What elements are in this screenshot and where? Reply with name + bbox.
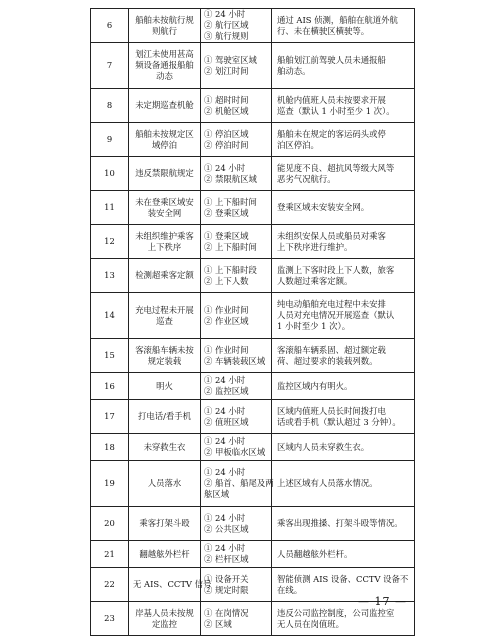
description-line: 区域内人员未穿救生衣。 <box>277 441 370 452</box>
description-cell <box>272 434 415 461</box>
table-body <box>91 9 415 636</box>
description-cell <box>272 507 415 541</box>
description-line: 违反公司监控制度，公司监控室 <box>277 607 395 618</box>
table-row <box>91 191 415 225</box>
description-cell <box>272 9 415 43</box>
condition-item: ① 24 小时 <box>204 9 246 19</box>
row-number: 18 <box>91 434 129 461</box>
condition-item: ① 驾驶室区域 <box>204 54 257 65</box>
description-cell <box>272 400 415 434</box>
table-row <box>91 507 415 541</box>
description-line: 1 小时至少 1 次）。 <box>277 321 351 331</box>
description-cell <box>272 225 415 259</box>
condition-item: ② 车辆装载区域 <box>204 355 266 366</box>
table-row <box>91 123 415 157</box>
description-line: 船舶未在规定的客运码头或停 <box>277 128 386 139</box>
violation-name-line: 船舶未按航行规 <box>135 14 194 25</box>
condition-item: ② 机舱区域 <box>204 105 249 116</box>
condition-cell <box>201 293 272 339</box>
violation-name-cell <box>129 9 201 43</box>
violation-name-line: 定监控 <box>151 618 178 629</box>
description-line: 泊区停泊。 <box>277 139 319 150</box>
description-line: 上下秩序进行维护。 <box>277 241 353 252</box>
condition-item: ② 禁限航区域 <box>204 173 257 184</box>
condition-item: ① 停泊区域 <box>204 128 249 139</box>
condition-item: ② 上下船时间 <box>204 241 257 252</box>
row-number: 10 <box>91 157 129 191</box>
condition-cell <box>201 507 272 541</box>
description-line: 登乘区域未安装安全网。 <box>277 202 370 212</box>
row-number: 20 <box>91 507 129 541</box>
row-number: 11 <box>91 191 129 225</box>
table-row <box>91 43 415 89</box>
page-number: — 17 — <box>358 595 407 608</box>
description-line: 乘客出现推搡、打架斗殴等情况。 <box>277 518 403 528</box>
table-row <box>91 461 415 507</box>
row-number: 14 <box>91 293 129 339</box>
condition-item: ① 24 小时 <box>204 375 246 385</box>
violation-name-line: 明火 <box>156 380 173 391</box>
description-line: 机舱内值班人员未按要求开展 <box>277 94 386 105</box>
violation-name-cell <box>129 568 212 602</box>
condition-item: ② 甲板临水区域 <box>204 447 266 457</box>
description-line: 巡查（默认 1 小时至少 1 次）。 <box>277 105 395 116</box>
description-line: 上述区域有人员落水情况。 <box>277 478 378 488</box>
condition-cell <box>201 259 272 293</box>
description-line: 人员对充电情况开展巡查（默认 <box>277 310 395 320</box>
condition-cell <box>201 434 272 461</box>
condition-item: ② 登乘区域 <box>204 207 249 218</box>
row-number: 6 <box>91 9 129 43</box>
violation-name-cell <box>129 400 201 434</box>
violation-name-cell <box>129 191 201 225</box>
violation-name-line: 巡查 <box>156 315 173 326</box>
description-line: 恶劣气况航行。 <box>277 173 336 184</box>
violation-name-line: 乘客打架斗殴 <box>139 518 190 528</box>
description-line: 无人员在岗值班。 <box>277 618 344 629</box>
condition-item: ② 划江时间 <box>204 65 249 76</box>
table-row <box>91 373 415 400</box>
inspection-rules-table <box>90 8 415 636</box>
violation-name-line: 船舶未按规定区 <box>135 128 194 139</box>
table-row <box>91 541 415 568</box>
violation-name-cell <box>129 461 201 507</box>
condition-item: ② 作业区域 <box>204 315 249 326</box>
description-cell <box>272 373 415 400</box>
violation-name-cell <box>129 123 201 157</box>
condition-item: ① 24 小时 <box>204 405 246 416</box>
description-cell <box>272 259 415 293</box>
description-cell <box>272 191 415 225</box>
condition-item: ① 在岗情况 <box>204 607 249 618</box>
table-row <box>91 434 415 461</box>
condition-item: ① 24 小时 <box>204 436 246 446</box>
table-row <box>91 9 415 43</box>
table-row <box>91 293 415 339</box>
row-number: 15 <box>91 339 129 373</box>
violation-name-cell <box>129 541 201 568</box>
violation-name-line: 则航行 <box>151 25 178 36</box>
description-line: 能见度不良、超抗风等级大风等 <box>277 162 395 173</box>
table-row <box>91 157 415 191</box>
row-number: 12 <box>91 225 129 259</box>
row-number: 16 <box>91 373 129 400</box>
condition-cell <box>201 89 272 123</box>
table-row <box>91 339 415 373</box>
description-line: 监测上下客时段上下人数，旅客 <box>277 264 395 275</box>
condition-cell <box>201 43 272 89</box>
violation-name-line: 规定装载 <box>147 355 182 366</box>
row-number: 19 <box>91 461 129 507</box>
violation-name-line: 动态 <box>156 71 173 81</box>
condition-cell <box>201 157 272 191</box>
description-cell <box>272 123 415 157</box>
description-line: 区域内值班人员长时间拨打电 <box>277 405 386 416</box>
condition-item: ① 作业时间 <box>204 304 249 315</box>
violation-name-line: 未定期巡查机舱 <box>135 100 194 110</box>
condition-item: ③ 航行规则 <box>204 31 249 41</box>
violation-name-line: 未穿救生衣 <box>143 441 186 452</box>
violation-name-cell <box>129 373 201 400</box>
violation-name-line: 划江未使用甚高 <box>135 49 194 59</box>
description-line: 智能侦测 AIS 设备、CCTV 设备不 <box>277 573 409 584</box>
violation-name-cell <box>129 259 201 293</box>
description-line: 客滚船车辆系固、超过额定载 <box>277 344 386 355</box>
condition-item: ② 值班区域 <box>204 416 249 427</box>
description-line: 监控区域内有明火。 <box>277 380 353 391</box>
description-cell <box>272 89 415 123</box>
violation-name-line: 未组织维护乘客 <box>135 230 194 241</box>
row-number: 9 <box>91 123 129 157</box>
violation-name-line: 充电过程未开展 <box>135 304 194 315</box>
condition-cell <box>201 461 272 507</box>
condition-item: ② 规定时限 <box>204 584 249 595</box>
description-line: 在线。 <box>277 584 303 595</box>
condition-cell <box>201 339 272 373</box>
description-line: 纯电动船舶充电过程中未安排 <box>277 299 386 309</box>
condition-item: ② 船首、船尾及两 <box>204 478 274 488</box>
condition-cell <box>201 191 272 225</box>
condition-cell <box>201 9 272 43</box>
violation-name-cell <box>129 507 201 541</box>
violation-name-cell <box>129 225 201 259</box>
description-line: 人员翻越舷外栏杆。 <box>277 548 353 559</box>
condition-item: ② 监控区域 <box>204 386 249 396</box>
row-number: 7 <box>91 43 129 89</box>
condition-cell <box>201 602 272 636</box>
condition-cell <box>201 225 272 259</box>
condition-item: ① 24 小时 <box>204 467 246 477</box>
violation-name-cell <box>129 43 201 89</box>
description-line: 人数超过乘客定额。 <box>277 275 353 286</box>
row-number: 23 <box>91 602 129 636</box>
condition-item: 舷区域 <box>204 489 230 499</box>
description-cell <box>272 293 415 339</box>
violation-name-cell <box>129 89 201 123</box>
description-cell <box>272 461 415 507</box>
condition-item: ② 航行区域 <box>204 20 249 30</box>
condition-cell <box>201 541 272 568</box>
condition-item: ① 24 小时 <box>204 512 246 523</box>
violation-name-line: 频设备通报船舶 <box>135 60 194 70</box>
condition-item: ② 区域 <box>204 618 232 629</box>
condition-item: ② 栏杆区域 <box>204 554 249 564</box>
violation-name-cell <box>129 157 201 191</box>
condition-cell <box>201 123 272 157</box>
violation-name-line: 上下秩序 <box>147 241 182 252</box>
description-line: 舶动态。 <box>277 65 311 76</box>
violation-name-line: 未在登乘区域安 <box>135 196 194 207</box>
condition-item: ① 24 小时 <box>204 162 246 173</box>
violation-name-line: 岸基人员未按规 <box>135 607 194 618</box>
condition-item: ① 作业时间 <box>204 344 249 355</box>
violation-name-cell <box>129 339 201 373</box>
description-cell <box>272 43 415 89</box>
violation-name-line: 违反禁限航规定 <box>135 168 194 178</box>
violation-name-line: 检测超乘客定额 <box>135 270 194 280</box>
description-line: 行、未在横驶区横驶等。 <box>277 25 370 36</box>
violation-name-cell <box>129 602 201 636</box>
condition-cell <box>201 568 272 602</box>
violation-name-line: 域停泊 <box>151 139 178 150</box>
row-number: 13 <box>91 259 129 293</box>
description-cell <box>272 541 415 568</box>
condition-item: ① 上下船时段 <box>204 264 257 275</box>
violation-name-line: 打电话/看手机 <box>137 411 192 421</box>
violation-name-line: 无 AIS、CCTV 信号 <box>133 579 212 589</box>
description-line: 船舶划江前驾驶人员未通报船 <box>277 54 386 65</box>
condition-cell <box>201 373 272 400</box>
row-number: 22 <box>91 568 129 602</box>
table-row <box>91 259 415 293</box>
violation-name-cell <box>129 293 201 339</box>
description-line: 话或看手机（默认超过 3 分钟）。 <box>277 416 401 427</box>
description-cell <box>272 157 415 191</box>
description-cell <box>272 339 415 373</box>
violation-name-line: 装安全网 <box>147 207 182 218</box>
condition-cell <box>201 400 272 434</box>
condition-item: ① 24 小时 <box>204 543 246 553</box>
condition-item: ① 登乘区域 <box>204 230 249 241</box>
condition-item: ① 超时时间 <box>204 94 249 105</box>
condition-item: ① 上下船时间 <box>204 196 257 207</box>
description-line: 通过 AIS 侦测，船舶在航道外航 <box>277 14 398 25</box>
table-row <box>91 225 415 259</box>
row-number: 17 <box>91 400 129 434</box>
row-number: 8 <box>91 89 129 123</box>
row-number: 21 <box>91 541 129 568</box>
condition-item: ② 停泊时间 <box>204 139 249 150</box>
violation-name-line: 人员落水 <box>147 478 182 488</box>
condition-item: ② 公共区域 <box>204 523 249 534</box>
violation-name-line: 客滚船车辆未按 <box>135 344 194 355</box>
condition-item: ① 设备开关 <box>204 573 249 584</box>
condition-item: ② 上下人数 <box>204 275 249 286</box>
violation-name-line: 翻越舷外栏杆 <box>139 548 190 559</box>
table-row <box>91 400 415 434</box>
table-row <box>91 89 415 123</box>
violation-name-cell <box>129 434 201 461</box>
description-line: 未组织安保人员或船员对乘客 <box>277 230 386 241</box>
description-line: 荷、超过要求的装载列数。 <box>277 355 378 366</box>
